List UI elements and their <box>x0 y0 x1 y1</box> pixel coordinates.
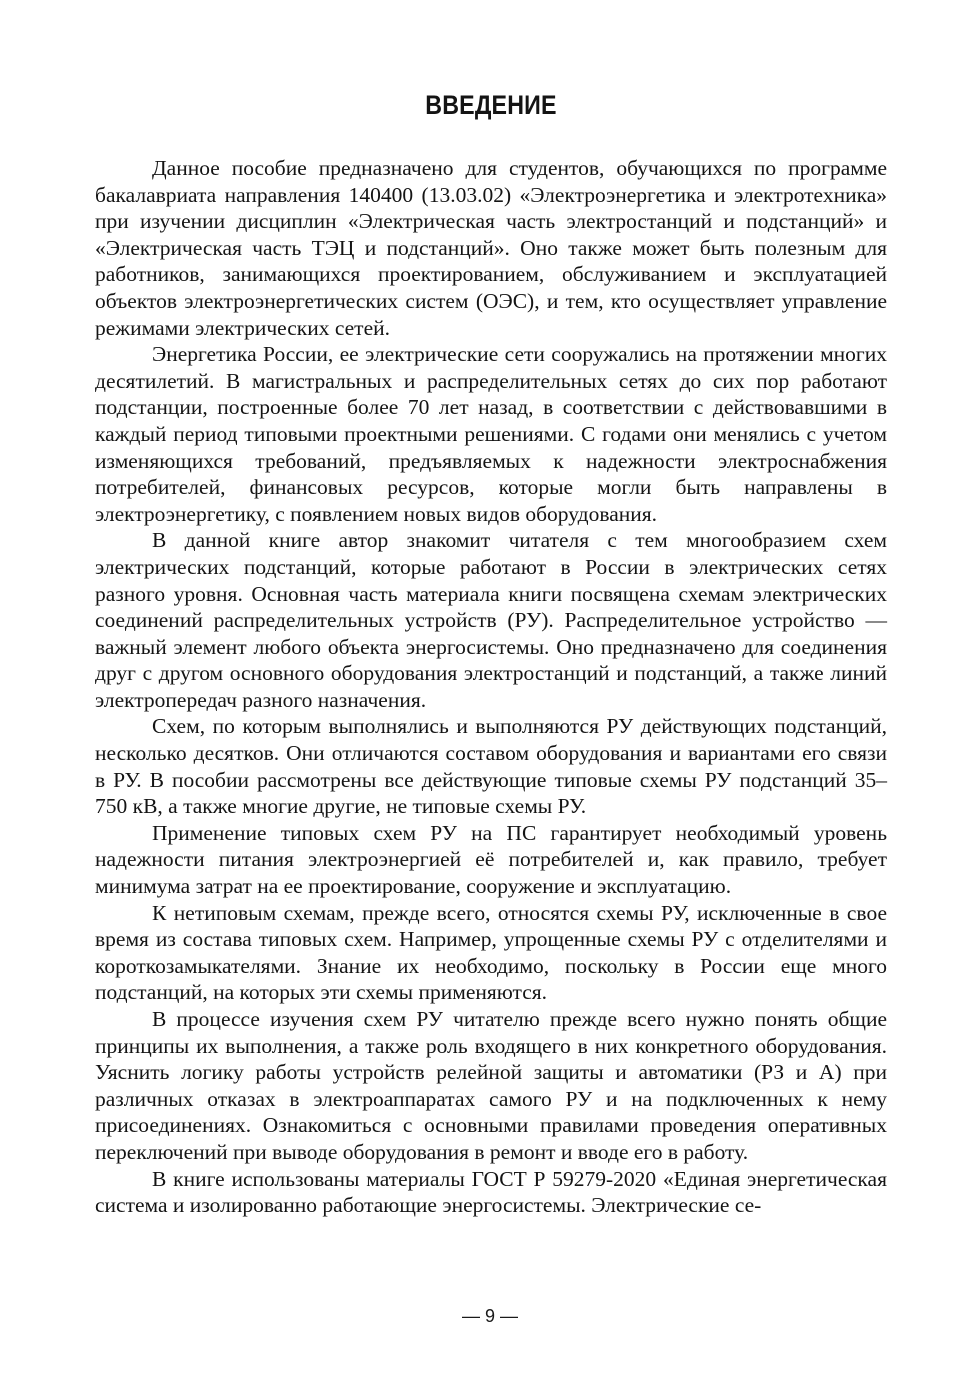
paragraph: В книге использованы материалы ГОСТ Р 59279-2020 «Единая энергетическая система и изолированно работающие энергосистемы. Электрические се- <box>95 1166 887 1218</box>
paragraph: Схем, по которым выполнялись и выполняются РУ действующих подстанций, несколько десятков. Они отличаются составом оборудования и вариантами его связи в РУ. В пособии рассмотрены все действующие типовые схемы РУ подстанций 35–750 кВ, а также многие другие, не типовые схемы РУ. <box>95 714 887 819</box>
paragraph: Данное пособие предназначено для студентов, обучающихся по программе бакалавриата направления 140400 (13.03.02) «Электроэнергетика и электротехника» при изучении дисциплин «Электрическая часть электростанций и подстанций» и «Электрическая часть ТЭЦ и подстанций». Оно также может быть полезным для работников, занимающихся проектированием, обслуживанием и эксплуатацией объектов электроэнергетических систем (ОЭС), и тем, кто осуществляет управление режимами электрических сетей. <box>95 156 887 340</box>
page-number: — 9 — <box>461 1306 518 1326</box>
page-body <box>95 90 887 1219</box>
paragraph: В процессе изучения схем РУ читателю прежде всего нужно понять общие принципы их выполнения, а также роль входящего в них конкретного оборудования. Уяснить логику работы устройств релейной защиты и автоматики (РЗ и А) при различных отказах в электроаппаратах самого РУ и на подключенных к нему присоединениях. Ознакомиться с основными правилами проведения оперативных переключений при выводе оборудования в ремонт и вводе его в работу. <box>95 1007 887 1164</box>
paragraph: К нетиповым схемам, прежде всего, относятся схемы РУ, исключенные в свое время из состава типовых схем. Например, упрощенные схемы РУ с отделителями и короткозамыкателями. Знание их необходимо, поскольку в России еще много подстанций, на которых эти схемы применяются. <box>95 900 887 1005</box>
paragraph: Энергетика России, ее электрические сети сооружались на протяжении многих десятилетий. В магистральных и распределительных сетях до сих пор работают подстанции, построенные более 70 лет назад, в соответствии с действовавшими в каждый период типовыми проектными решениями. С годами они менялись с учетом изменяющихся требований, предъявляемых к надежности электроснабжения потребителей, финансовых ресурсов, которые могли быть направлены в электроэнергетику, с появлением новых видов оборудования. <box>95 342 887 526</box>
body-text <box>95 155 887 1219</box>
paragraph: В данной книге автор знакомит читателя с тем многообразием схем электрических подстанций, которые работают в России в электрических сетях разного уровня. Основная часть материала книги посвящена схемам электрических соединений распределительных устройств (РУ). Распределительное устройство — важный элемент любого объекта энергосистемы. Оно предназначено для соединения друг с другом основного оборудования электростанций и подстанций, а также линий электропередач разного назначения. <box>95 528 887 712</box>
section-title: ВВЕДЕНИЕ <box>425 90 557 120</box>
paragraph: Применение типовых схем РУ на ПС гарантирует необходимый уровень надежности питания электроэнергией её потребителей и, как правило, требует минимума затрат на ее проектирование, сооружение и эксплуатацию. <box>95 820 887 899</box>
